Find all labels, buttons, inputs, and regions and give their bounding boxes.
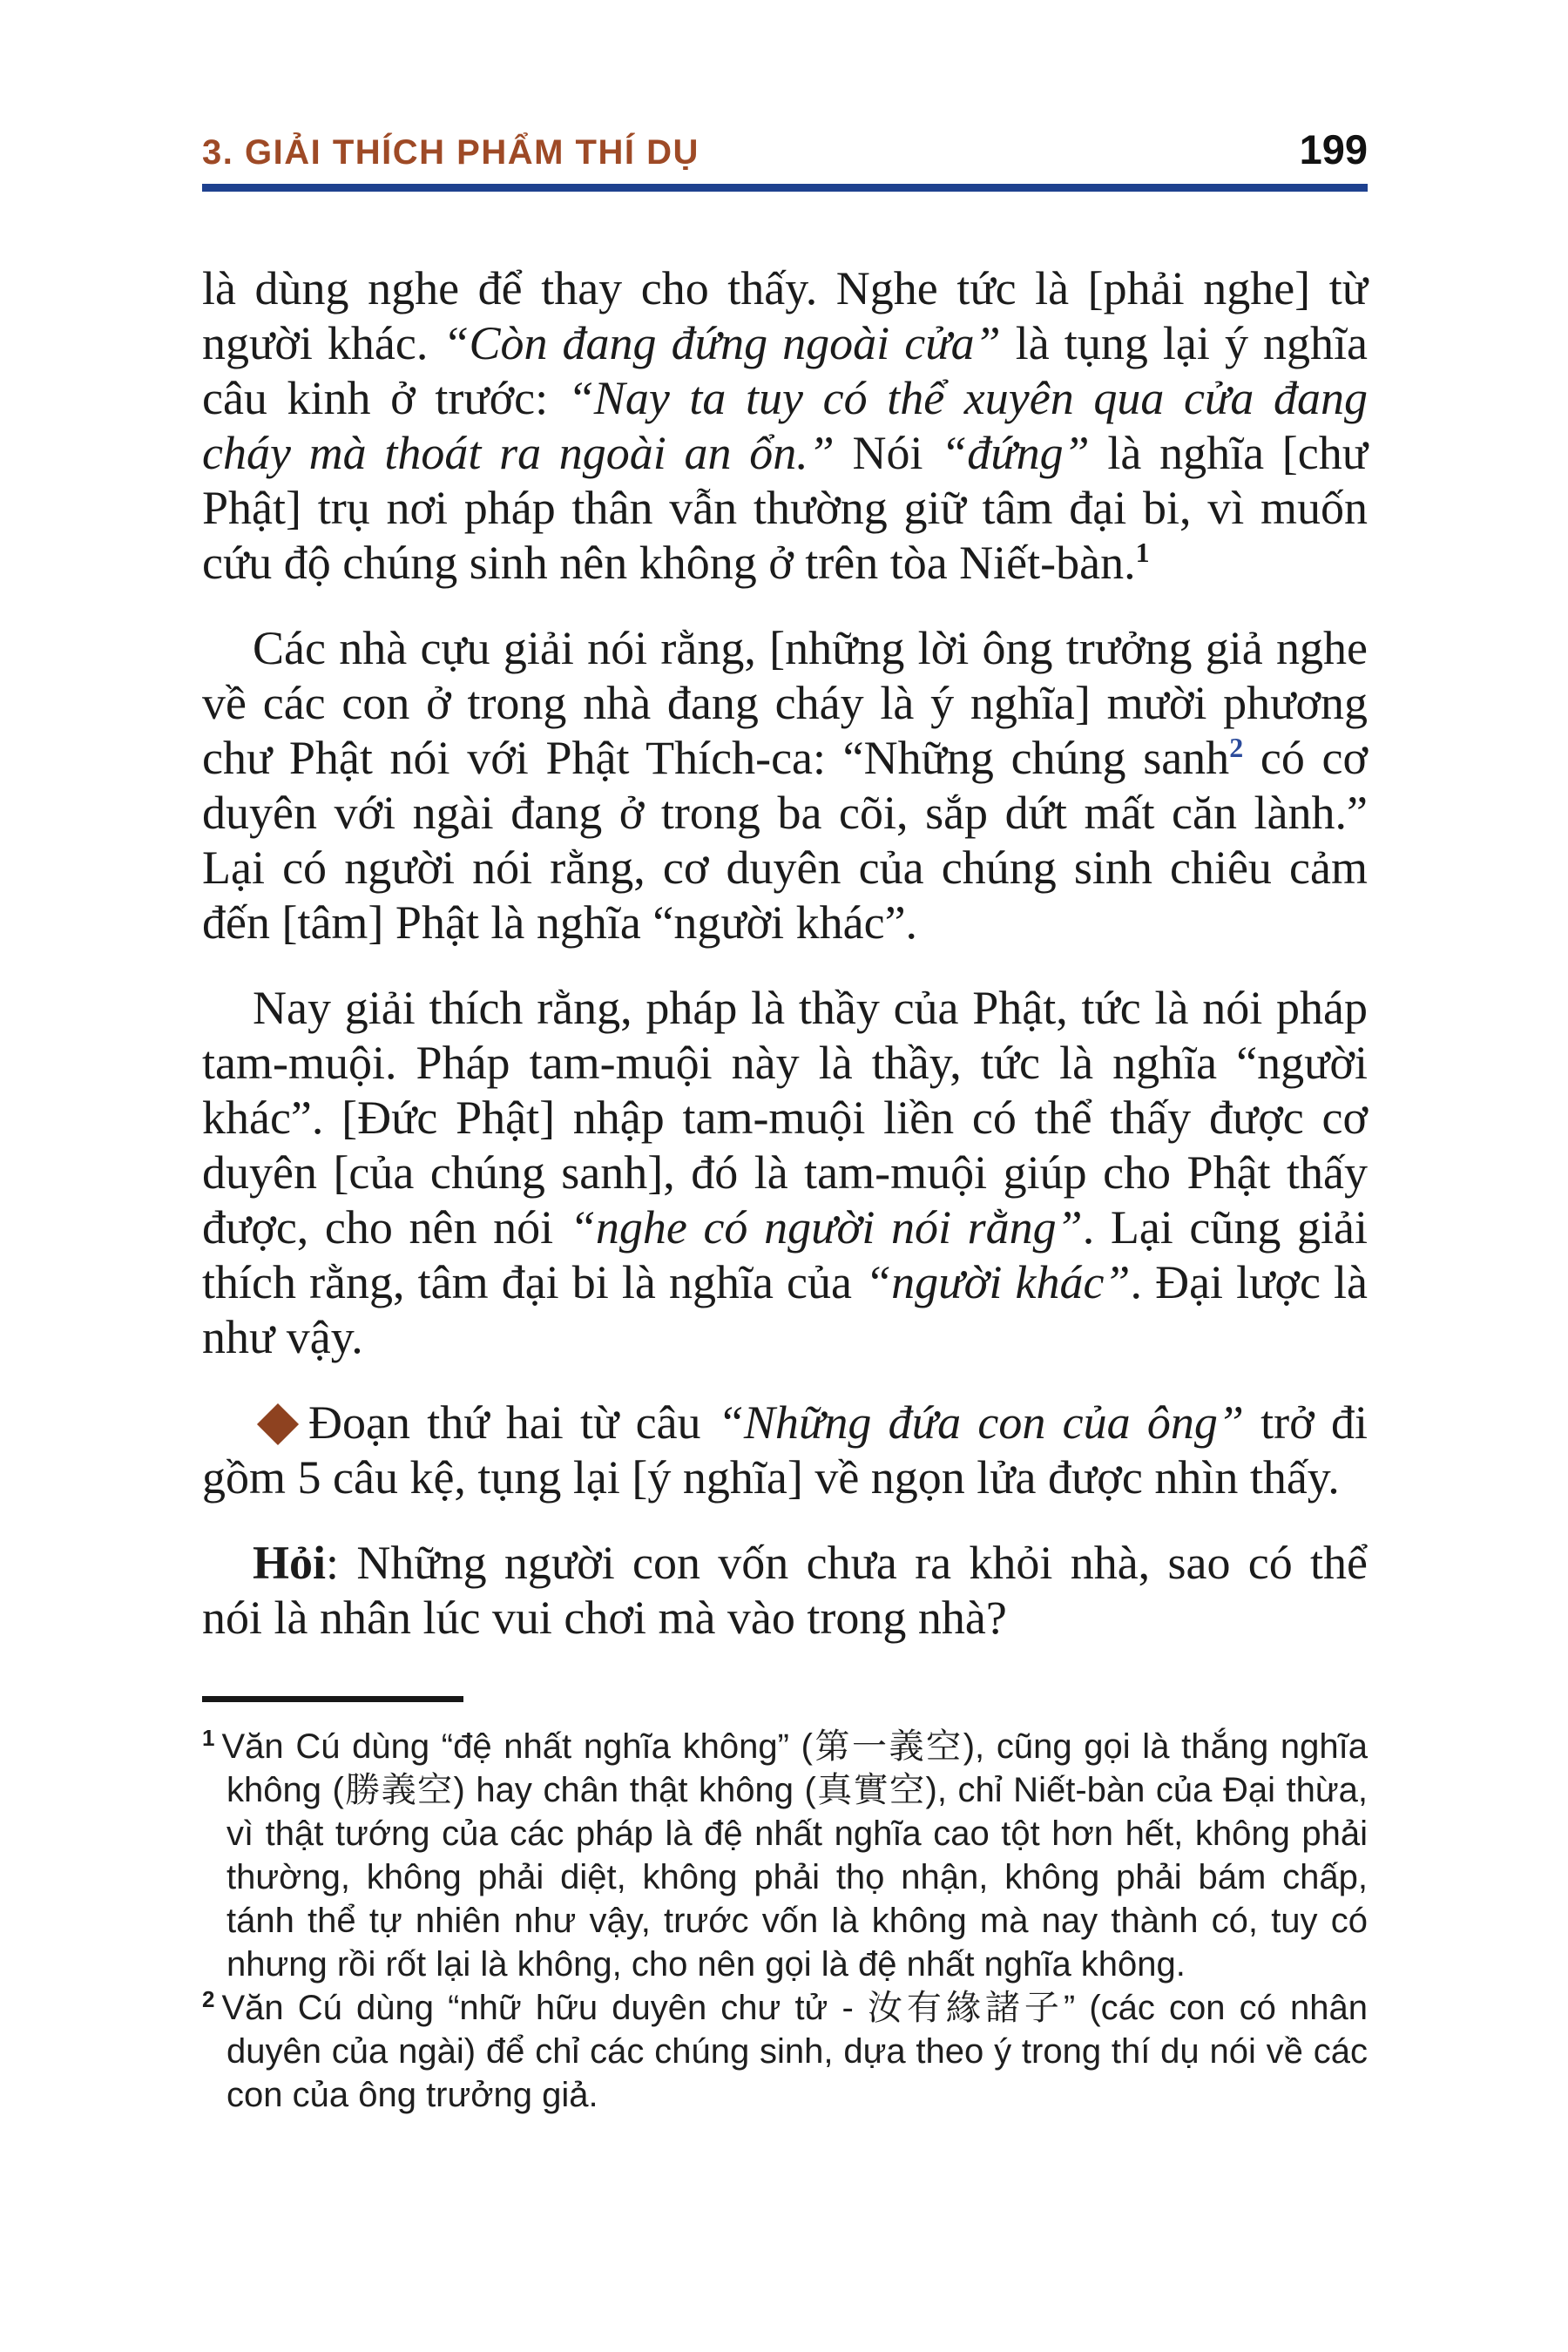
text-run: là tụng lại ý nghĩa câu kinh ở trước:	[202, 317, 1368, 424]
quote-run: “Nay ta tuy có thể xuyên qua cửa đang cháy mà thoát ra ngoài an ổn.”	[202, 372, 1368, 479]
body-paragraph-1	[202, 261, 1368, 591]
text-run: Các nhà cựu giải nói rằng, [những lời ông trưởng giả nghe về các con ở trong nhà đang cháy là ý nghĩa] mười phương chư Phật nói với Phật Thích-ca: “Những chúng sanh	[202, 622, 1368, 784]
diamond-bullet-icon	[257, 1403, 299, 1445]
footnote-2	[202, 1986, 1368, 2117]
text-run: . Đại lược là như vậy.	[202, 1256, 1369, 1363]
quote-run: “nghe có người nói rằng”	[569, 1201, 1083, 1254]
body-paragraph-3	[202, 981, 1368, 1365]
text-run: có cơ duyên với ngài đang ở trong ba cõi, sắp dứt mất căn lành.” Lại có người nói rằng, cơ duyên của chúng sinh chiêu cảm đến [tâm] Phật là nghĩa “người khác”.	[202, 732, 1369, 949]
question-label: Hỏi	[253, 1537, 327, 1589]
footnote-marker-2: 2	[202, 1985, 215, 2012]
text-run: : Những người con vốn chưa ra khỏi nhà, sao có thể nói là nhân lúc vui chơi mà vào trong nhà?	[202, 1537, 1368, 1644]
body-paragraph-5	[202, 1536, 1368, 1646]
page-content	[202, 0, 1368, 2117]
quote-run: “đứng”	[941, 427, 1090, 479]
footnote-ref-1: 1	[1135, 537, 1150, 568]
text-run: . Lại cũng giải thích rằng, tâm đại bi là nghĩa của	[202, 1201, 1369, 1308]
footnote-area	[202, 1696, 1368, 2117]
text-run: Nói	[834, 427, 942, 479]
quote-run: “Còn đang đứng ngoài cửa”	[443, 317, 1001, 369]
header-rule-divider	[202, 184, 1368, 192]
quote-run: “người khác”	[865, 1256, 1131, 1308]
text-run: Đoạn thứ hai từ câu	[308, 1396, 718, 1449]
page-number: 199	[1299, 126, 1368, 172]
text-run: trở đi gồm 5 câu kệ, tụng lại [ý nghĩa] về ngọn lửa được nhìn thấy.	[202, 1396, 1368, 1504]
footnote-marker-1: 1	[202, 1724, 215, 1751]
body-paragraph-2	[202, 621, 1368, 950]
page-header	[202, 125, 1368, 192]
footnotes-list	[202, 1725, 1368, 2117]
footnote-text-1: Văn Cú dùng “đệ nhất nghĩa không” (第一義空), cũng gọi là thắng nghĩa không (勝義空) hay chân thật không (真實空), chỉ Niết-bàn của Đại thừa, vì thật tướng của các pháp là đệ nhất nghĩa cao tột hơn hết, không phải thường, không phải diệt, không phải thọ nhận, không phải bám chấp, tánh thể tự nhiên như vậy, trước vốn là không mà nay thành có, tuy có nhưng rồi rốt lại là không, cho nên gọi là đệ nhất nghĩa không.	[221, 1727, 1368, 1984]
running-header-title: 3. GIẢI THÍCH PHẨM THÍ DỤ	[202, 133, 700, 172]
header-row	[202, 125, 1368, 173]
text-run: là dùng nghe để thay cho thấy. Nghe tức là [phải nghe] từ người khác.	[202, 262, 1368, 369]
text-run: là nghĩa [chư Phật] trụ nơi pháp thân vẫn thường giữ tâm đại bi, vì muốn cứu độ chúng sinh nên không ở trên tòa Niết-bàn.	[202, 427, 1368, 589]
footnote-text-2: Văn Cú dùng “nhữ hữu duyên chư tử - 汝有緣諸子” (các con có nhân duyên của ngài) để chỉ các chúng sinh, dựa theo ý trong thí dụ nói về các con của ông trưởng giả.	[221, 1989, 1368, 2114]
body-paragraph-4	[202, 1396, 1368, 1505]
quote-run: “Những đứa con của ông”	[717, 1396, 1244, 1449]
body-text	[202, 261, 1368, 1646]
footnote-separator	[202, 1696, 463, 1702]
footnote-1	[202, 1725, 1368, 1986]
text-run: Nay giải thích rằng, pháp là thầy của Phật, tức là nói pháp tam-muội. Pháp tam-muội này là thầy, tức là nghĩa “người khác”. [Đức Phật] nhập tam-muội liền có thể thấy được cơ duyên [của chúng sanh], đó là tam-muội giúp cho Phật thấy được, cho nên nói	[202, 982, 1368, 1254]
footnote-ref-2: 2	[1229, 732, 1244, 763]
